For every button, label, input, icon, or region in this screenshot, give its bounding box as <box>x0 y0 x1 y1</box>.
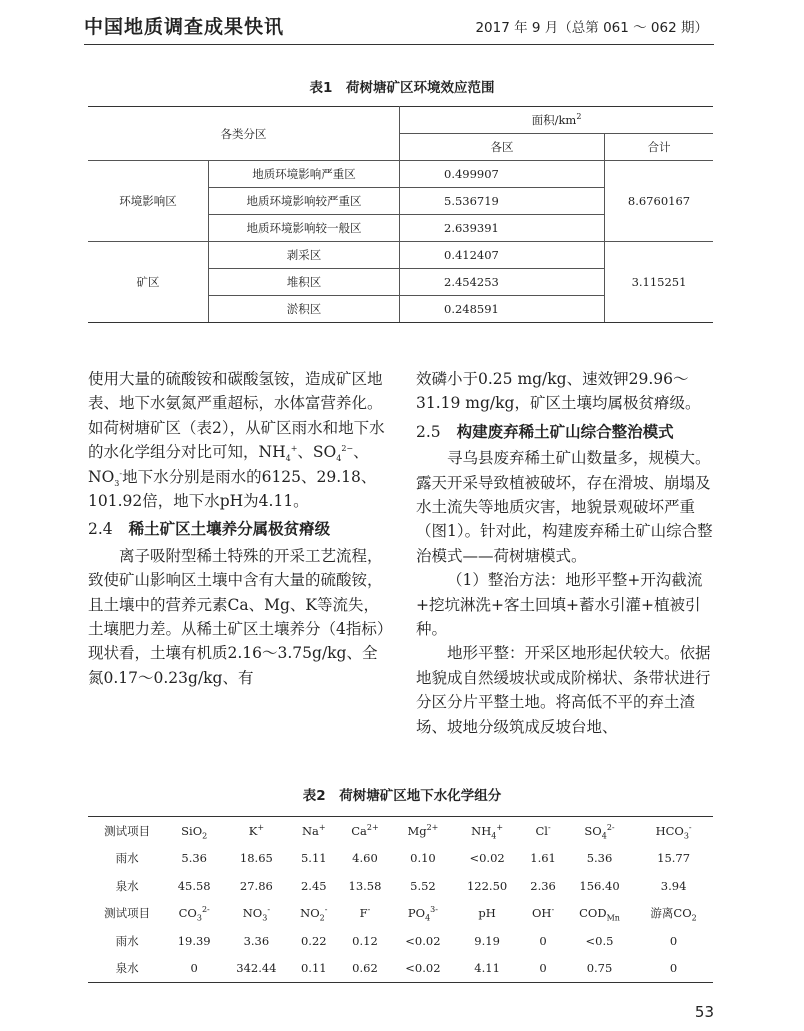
section-heading: 2.4 稀土矿区土壤养分属极贫瘠级 <box>88 519 331 539</box>
table2-cell: 0 <box>669 933 678 948</box>
paragraph: 地形平整：开采区地形起伏较大。依据地貌成自然缓坡状或成阶梯状、条带状进行分区分片平整土地。将高低不平的弃土渣场、坡地分级筑成反坡台地、 <box>416 644 711 736</box>
table1-value: 2.639391 <box>400 215 605 242</box>
table2-cell: <0.02 <box>393 955 453 983</box>
table2-cell: 45.58 <box>177 878 211 893</box>
table2-cell: 3.36 <box>243 933 270 948</box>
left-column <box>88 367 388 690</box>
table2-cell: 泉水 <box>115 878 139 893</box>
table2-cell: OH- <box>531 905 555 921</box>
table2-cell: $Mg^{2+}$ <box>393 817 453 845</box>
table2-cell: 27.86 <box>239 878 273 893</box>
table2-title: 表2 荷树塘矿区地下水化学组分 <box>302 788 502 804</box>
table1-header-total: 合计 <box>605 134 714 161</box>
table2-cell: 0.12 <box>352 933 378 948</box>
table1-value: 0.248591 <box>400 296 605 323</box>
table1-subzone: 淤积区 <box>209 296 400 323</box>
page-number: 53 <box>694 1003 714 1021</box>
table2-cell: SiO$_2$ <box>166 817 222 845</box>
table1 <box>88 106 713 323</box>
table1-header-area: 面积$/km^2$ <box>400 107 714 134</box>
table1-header-each: 各区 <box>400 134 605 161</box>
paragraph: 寻乌县废弃稀土矿山数量多，规模大。露天开采导致植被破坏，存在滑坡、崩塌及水土流失等地质灾害，地貌景观破坏严重（图1）。针对此，构建废弃稀土矿山综合整治模式——荷树塘模式。 <box>416 449 713 565</box>
table2-cell: $CO_3^{2-}$ <box>178 905 210 923</box>
table2-cell: 雨水 <box>115 933 139 948</box>
table1-subzone: 剥采区 <box>209 242 400 269</box>
journal-title: 中国地质调查成果快讯 <box>84 16 285 38</box>
table2-cell: $COD_{Mn}$ <box>579 906 620 923</box>
table2-cell: 泉水 <box>88 955 166 983</box>
table1-value: 5.536719 <box>400 188 605 215</box>
table2-cell: 0.11 <box>291 955 337 983</box>
table2-cell: 测试项目 <box>88 817 166 845</box>
table2-cell: Na+ <box>291 817 337 845</box>
table2-cell: K+ <box>222 817 290 845</box>
table2-cell: 4.11 <box>453 955 521 983</box>
table2-cell: $HCO_3^-$ <box>634 817 713 845</box>
table2-cell: 156.40 <box>579 878 620 893</box>
table2-cell: 0 <box>634 955 713 983</box>
table2-cell: 0.10 <box>410 851 436 866</box>
table1-subzone: 地质环境影响较严重区 <box>209 188 400 215</box>
table2-cell: 0 <box>166 955 222 983</box>
table1-value: 0.499907 <box>400 161 605 188</box>
table1-group-name: 矿区 <box>88 242 209 323</box>
table2-cell: 0.22 <box>300 933 327 948</box>
table2-row <box>88 872 713 900</box>
right-column <box>416 367 716 739</box>
table2-cell: 5.52 <box>410 878 436 893</box>
table1-group-name: 环境影响区 <box>88 161 209 242</box>
table2-cell: 测试项目 <box>104 906 151 921</box>
table1-value: 0.412407 <box>400 242 605 269</box>
table1-subzone: 地质环境影响较一般区 <box>209 215 400 242</box>
table1-total: 3.115251 <box>605 242 714 323</box>
table2-cell: $PO_4^{3-}$ <box>407 905 438 923</box>
table2-cell: $Ca^{2+}$ <box>337 817 393 845</box>
issue-info: 2017 年 9 月（总第 061 ～ 062 期） <box>475 20 708 36</box>
table2-cell: 1.61 <box>530 851 556 866</box>
table2-cell: <0.5 <box>585 933 614 948</box>
table2-cell: 雨水 <box>115 851 139 866</box>
table2-cell: 2.45 <box>300 878 327 893</box>
table2-cell: 19.39 <box>177 933 211 948</box>
paragraph: 效磷小于0.25 mg/kg、速效钾29.96～31.19 mg/kg，矿区土壤均属极贫瘠级。 <box>416 370 701 413</box>
table2-cell: 0.62 <box>337 955 393 983</box>
table2-cell: 0.75 <box>565 955 634 983</box>
table2-cell: 4.60 <box>352 851 378 866</box>
table2-cell: F- <box>359 905 371 921</box>
table2-cell: $NO_3^-$ <box>242 905 271 923</box>
table2-row <box>88 845 713 873</box>
table2-cell: 342.44 <box>222 955 290 983</box>
table2-cell: $NO_2^-$ <box>300 905 328 923</box>
table2-row <box>88 955 713 983</box>
table2-row <box>88 927 713 955</box>
table2-cell: $SO_4^{2-}$ <box>565 817 634 845</box>
table2-cell: 122.50 <box>466 878 508 893</box>
paragraph: （1）整治方法：地形平整+开沟截流+挖坑淋洗+客土回填+蓄水引灌+植被引种。 <box>416 571 703 639</box>
table2-cell: <0.02 <box>405 933 441 948</box>
table2-cell: 0 <box>539 933 547 948</box>
table2-cell: 游离$CO_2$ <box>650 906 697 923</box>
table1-total: 8.6760167 <box>605 161 714 242</box>
table1-subzone: 堆积区 <box>209 269 400 296</box>
table2-cell: 2.36 <box>530 878 556 893</box>
table2-cell: 5.11 <box>300 851 327 866</box>
table1-value: 2.454253 <box>400 269 605 296</box>
table1-subzone: 地质环境影响严重区 <box>209 161 400 188</box>
table2-cell: 3.94 <box>660 878 687 893</box>
table2-cell: 13.58 <box>348 878 382 893</box>
table2-cell: 5.36 <box>181 851 207 866</box>
table2-cell: 18.65 <box>239 851 273 866</box>
table2-cell: pH <box>478 906 496 921</box>
table2 <box>88 816 713 983</box>
table1-title: 表1 荷树塘矿区环境效应范围 <box>309 80 495 96</box>
table2-cell: 0 <box>521 955 565 983</box>
table1-header-zone: 各类分区 <box>88 107 400 161</box>
section-heading: 2.5 构建废弃稀土矿山综合整治模式 <box>416 421 674 441</box>
table2-cell: 9.19 <box>474 933 500 948</box>
table2-cell: <0.02 <box>469 851 505 866</box>
table2-cell: 5.36 <box>586 851 613 866</box>
header-rule <box>84 44 714 45</box>
table2-row <box>88 817 713 845</box>
table2-cell: Cl- <box>521 817 565 845</box>
paragraph: 离子吸附型稀土特殊的开采工艺流程，致使矿山影响区土壤中含有大量的硫酸铵，且土壤中的营养元素Ca、Mg、K等流失，土壤肥力差。从稀土矿区土壤养分（4指标）现状看，土壤有机质2.16～3.75g/kg、全氮0.17～0.23g/kg、有 <box>88 546 385 687</box>
table2-cell: 15.77 <box>657 851 691 866</box>
paragraph: 使用大量的硫酸铵和碳酸氢铵，造成矿区地表、地下水氨氮严重超标，水体富营养化。如荷树塘矿区（表2），从矿区雨水和地下水的水化学组分对比可知，$NH_4^+$、$SO_4^{2-}$、$NO_3^-$地下水分别是雨水的6125、29.18、101.92倍，地下水pH为4.11。 <box>88 370 385 511</box>
table2-row <box>88 900 713 928</box>
table2-cell: $NH_4^+$ <box>453 817 521 845</box>
